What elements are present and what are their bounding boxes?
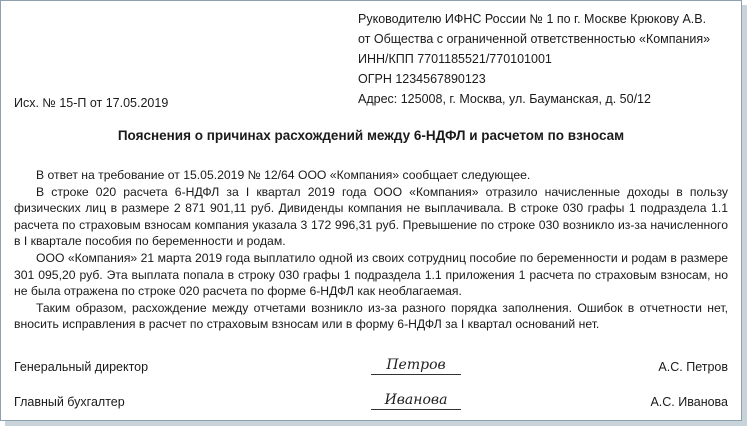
signature-row-director <box>14 358 728 378</box>
body-paragraph: В строке 020 расчета 6-НДФЛ за I квартал 2019 года ООО «Компания» отразило начисленные доходы в пользу физических лиц в размере 2 871 901,11 руб. Дивиденды компания не выплачивала. В строке 030 графы 1 подраздела 1.1 расчета по страховым взносам компания указала 3 172 996,31 руб. Превышение по строке 030 возникло из-за начисленного в I квартале пособия по беременности и родам. <box>14 184 728 249</box>
body-paragraph: В ответ на требование от 15.05.2019 № 12/64 ООО «Компания» сообщает следующее. <box>36 168 531 182</box>
body-paragraph: Таким образом, расхождение между отчетами возникло из-за разного порядка заполнения. Ошибок в отчетности нет, вносить исправления в расчет по страховым взносам или в форму 6-НДФЛ за I квартал оснований нет. <box>14 300 728 332</box>
handwritten-signature: Петров <box>371 356 461 375</box>
handwritten-signature: Иванова <box>371 391 461 410</box>
signatory-name: А.С. Иванова <box>650 395 728 409</box>
addressee-line: ОГРН 1234567890123 <box>358 72 486 86</box>
addressee-block <box>358 9 710 109</box>
outgoing-reference: Исх. № 15-П от 17.05.2019 <box>14 96 169 110</box>
signatory-name: А.С. Петров <box>658 360 728 374</box>
document-title: Пояснения о причинах расхождений между 6-НДФЛ и расчетом по взносам <box>117 128 625 143</box>
addressee-line: ИНН/КПП 7701185521/770101001 <box>358 52 552 66</box>
signature-role: Генеральный директор <box>14 360 149 374</box>
signature-role: Главный бухгалтер <box>14 395 125 409</box>
document-body <box>14 167 728 333</box>
addressee-line: Адрес: 125008, г. Москва, ул. Бауманская, д. 50/12 <box>358 92 651 106</box>
signature-row-accountant <box>14 393 728 413</box>
addressee-line: от Общества с ограниченной ответственностью «Компания» <box>358 32 711 46</box>
addressee-line: Руководителю ИФНС России № 1 по г. Москве Крюкову А.В. <box>358 12 707 26</box>
body-paragraph: ООО «Компания» 21 марта 2019 года выплатило одной из своих сотрудниц пособие по беременности и родам в размере 301 095,20 руб. Эта выплата попала в строку 030 графы 1 подраздела 1.1 приложения 1 расчета по страховым взносам, но не была отражена по строке 020 расчета по форме 6-НДФЛ как необлагаемая. <box>14 250 728 299</box>
